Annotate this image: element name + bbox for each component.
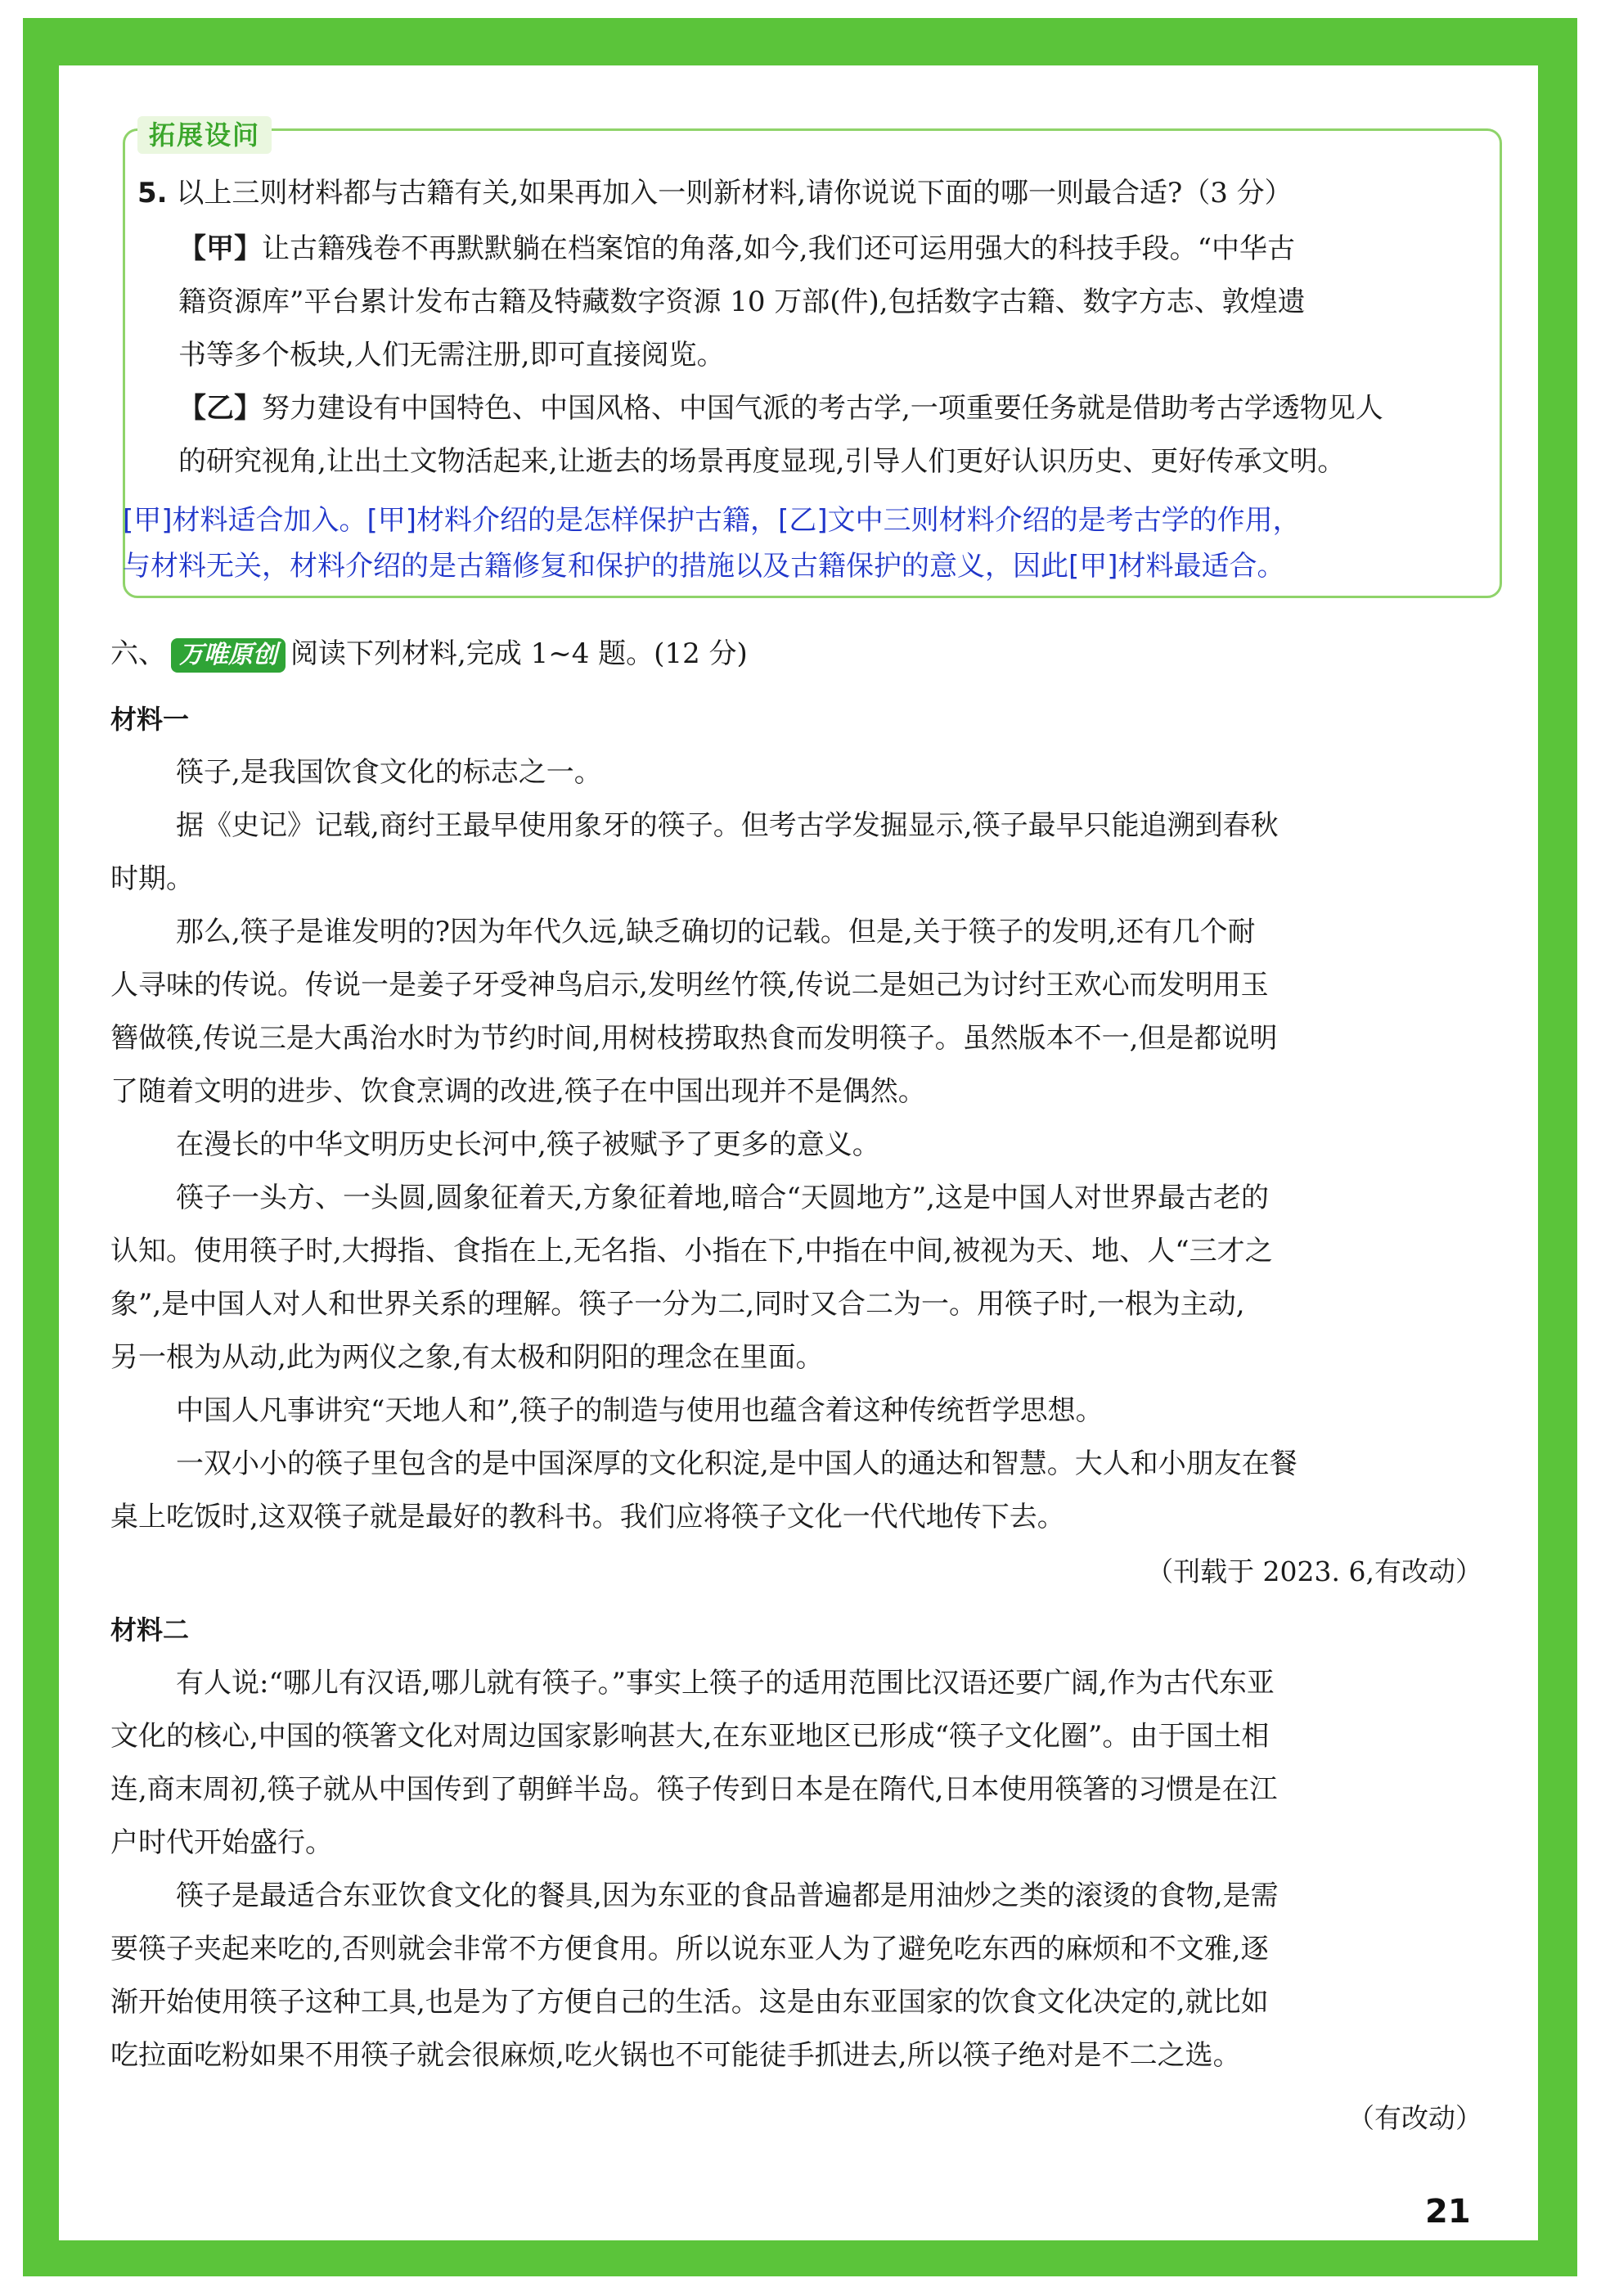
material1-line: 筷子一头方、一头圆,圆象征着天,方象征着地,暗合“天圆地方”,这是中国人对世界最古老的 (176, 1182, 1269, 1214)
material1-line: 据《史记》记载,商纣王最早使用象牙的筷子。但考古学发掘显示,筷子最早只能追溯到春秋 (176, 809, 1279, 842)
yi-line-1 (178, 389, 1383, 428)
material1-line: 一双小小的筷子里包含的是中国深厚的文化积淀,是中国人的通达和智慧。大人和小朋友在餐 (176, 1447, 1297, 1480)
material2-line: 文化的核心,中国的筷箸文化对周边国家影响甚大,在东亚地区已形成“筷子文化圈”。由于国土相 (110, 1720, 1270, 1753)
frame-left (23, 18, 59, 2276)
material2-source: （有改动） (1347, 2102, 1482, 2134)
material1-line: 认知。使用筷子时,大拇指、食指在上,无名指、小指在下,中指在中间,被视为天、地、人“三才之 (110, 1235, 1273, 1267)
material2-line: 有人说:“哪儿有汉语,哪儿就有筷子。”事实上筷子的适用范围比汉语还要广阔,作为古代东亚 (176, 1667, 1275, 1699)
jia-tag: 【甲】 (178, 232, 262, 265)
yi-line-2: 的研究视角,让出土文物活起来,让逝去的场景再度显现,引导人们更好认识历史、更好传承文明。 (178, 445, 1346, 478)
yi-text: 努力建设有中国特色、中国风格、中国气派的考古学,一项重要任务就是借助考古学透物见人 (262, 392, 1383, 425)
material1-line: 筷子,是我国饮食文化的标志之一。 (176, 756, 602, 789)
yi-tag: 【乙】 (178, 392, 262, 425)
material1-line: 象”,是中国人对人和世界关系的理解。筷子一分为二,同时又合二为一。用筷子时,一根为主动, (110, 1288, 1245, 1321)
material1-line: 簪做筷,传说三是大禹治水时为节约时间,用树枝捞取热食而发明筷子。虽然版本不一,但是都说明 (110, 1022, 1278, 1055)
frame-top (23, 18, 1577, 65)
material1-line: 了随着文明的进步、饮食烹调的改进,筷子在中国出现并不是偶然。 (110, 1075, 926, 1108)
section-header (110, 634, 748, 673)
material1-line: 在漫长的中华文明历史长河中,筷子被赋予了更多的意义。 (176, 1128, 880, 1161)
material2-line: 户时代开始盛行。 (110, 1826, 333, 1859)
material2-line: 连,商末周初,筷子就从中国传到了朝鲜半岛。筷子传到日本是在隋代,日本使用筷箸的习惯是在江 (110, 1773, 1278, 1806)
section-prefix: 六、 (110, 637, 166, 670)
material2-line: 吃拉面吃粉如果不用筷子就会很麻烦,吃火锅也不可能徒手抓进去,所以筷子绝对是不二之选。 (110, 2039, 1241, 2072)
question-5 (137, 173, 1293, 213)
question-number: 5. (137, 177, 168, 209)
answer-line-1: [甲]材料适合加入。[甲]材料介绍的是怎样保护古籍，[乙]文中三则材料介绍的是考古学的作用， (123, 504, 1301, 537)
material1-line: 中国人凡事讲究“天地人和”,筷子的制造与使用也蕴含着这种传统哲学思想。 (176, 1394, 1104, 1427)
answer-line-2: 与材料无关，材料介绍的是古籍修复和保护的措施以及古籍保护的意义，因此[甲]材料最适合。 (123, 550, 1285, 583)
frame-bottom (23, 2240, 1577, 2276)
jia-line-2: 籍资源库”平台累计发布古籍及特藏数字资源 10 万部(件),包括数字古籍、数字方志、敦煌遗 (178, 286, 1306, 318)
jia-line-1 (178, 229, 1295, 268)
material2-line: 渐开始使用筷子这种工具,也是为了方便自己的生活。这是由东亚国家的饮食文化决定的,就比如 (110, 1986, 1269, 2019)
brand-logo: 万唯原创 (171, 638, 286, 673)
frame-right (1538, 18, 1577, 2276)
material1-line: 人寻味的传说。传说一是姜子牙受神鸟启示,发明丝竹筷,传说二是妲己为讨纣王欢心而发明用玉 (110, 969, 1269, 1002)
material2-heading: 材料二 (110, 1614, 190, 1645)
question-text: 以上三则材料都与古籍有关,如果再加入一则新材料,请你说说下面的哪一则最合适?（3 分） (176, 177, 1293, 209)
jia-line-3: 书等多个板块,人们无需注册,即可直接阅览。 (178, 339, 725, 371)
material1-line: 时期。 (110, 862, 194, 895)
material1-line: 桌上吃饭时,这双筷子就是最好的教科书。我们应将筷子文化一代代地传下去。 (110, 1501, 1065, 1533)
material1-heading: 材料一 (110, 704, 190, 735)
material2-line: 筷子是最适合东亚饮食文化的餐具,因为东亚的食品普遍都是用油炒之类的滚烫的食物,是需 (176, 1880, 1279, 1912)
page-number: 21 (1425, 2193, 1471, 2231)
section-instruction: 阅读下列材料,完成 1~4 题。(12 分) (290, 637, 748, 670)
material2-line: 要筷子夹起来吃的,否则就会非常不方便食用。所以说东亚人为了避免吃东西的麻烦和不文雅,逐 (110, 1933, 1269, 1965)
material1-line: 另一根为从动,此为两仪之象,有太极和阴阳的理念在里面。 (110, 1341, 824, 1374)
extension-badge: 拓展设问 (137, 116, 272, 154)
material1-line: 那么,筷子是谁发明的?因为年代久远,缺乏确切的记载。但是,关于筷子的发明,还有几个耐 (176, 916, 1256, 948)
jia-text: 让古籍残卷不再默默躺在档案馆的角落,如今,我们还可运用强大的科技手段。“中华古 (262, 232, 1295, 265)
material1-source: （刊载于 2023. 6,有改动） (1146, 1555, 1482, 1587)
